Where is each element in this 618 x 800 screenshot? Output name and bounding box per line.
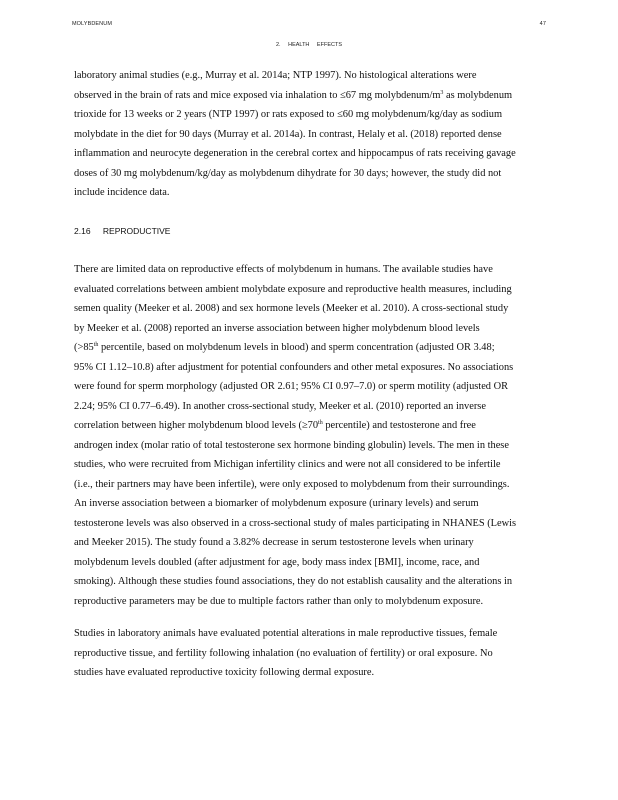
page-number: 47 bbox=[539, 21, 546, 27]
text-line: semen quality (Meeker et al. 2008) and sex hormone levels (Meeker et al. 2010). A cross-sectional study bbox=[74, 303, 509, 314]
text-line: testosterone levels was also observed in a cross-sectional study of males participating in NHANES (Lewis bbox=[74, 517, 517, 529]
text-fragment: (>85 bbox=[74, 342, 94, 353]
text-fragment: observed in the brain of rats and mice exposed via inhalation to ≤67 mg molybdenum/m bbox=[74, 89, 441, 101]
text-line: Studies in laboratory animals have evaluated potential alterations in male reproductive tissues, female bbox=[74, 628, 498, 639]
text-line bbox=[74, 416, 564, 436]
paragraph-animal-studies bbox=[74, 624, 564, 683]
text-line: smoking). Although these studies found associations, they do not establish causality and the alterations in bbox=[74, 576, 513, 587]
text-line: An inverse association between a biomarker of molybdenum exposure (urinary levels) and serum bbox=[74, 498, 479, 509]
text-line: 2.24; 95% CI 0.77–6.49). In another cross-sectional study, Meeker et al. (2010) reported an inverse bbox=[74, 400, 486, 412]
paragraph-nervous-system-continued bbox=[74, 66, 564, 203]
text-fragment: correlation between higher molybdenum blood levels (≥70 bbox=[74, 420, 319, 431]
text-line: doses of 30 mg molybdenum/kg/day as molybdenum dihydrate for 30 days; however, the study did not bbox=[74, 167, 502, 179]
section-title: REPRODUCTIVE bbox=[102, 226, 171, 236]
text-line: androgen index (molar ratio of total testosterone sex hormone binding globulin) levels. The men in these bbox=[74, 439, 509, 451]
text-fragment: percentile) and testosterone and free bbox=[322, 420, 476, 431]
text-line bbox=[74, 86, 564, 106]
text-line: evaluated correlations between ambient molybdate exposure and reproductive health measures, including bbox=[74, 283, 512, 295]
chapter-heading: 2. HEALTH EFFECTS bbox=[276, 42, 342, 48]
section-heading bbox=[74, 226, 170, 236]
running-title: MOLYBDENUM bbox=[72, 21, 113, 27]
text-line: There are limited data on reproductive effects of molybdenum in humans. The available studies have bbox=[74, 264, 493, 275]
text-line: 95% CI 1.12–10.8) after adjustment for potential confounders and other metal exposures. No associations bbox=[74, 361, 514, 373]
text-line: reproductive parameters may be due to multiple factors rather than only to molybdenum exposure. bbox=[74, 595, 484, 607]
text-fragment: as molybdenum bbox=[443, 89, 513, 101]
text-line: were found for sperm morphology (adjusted OR 2.61; 95% CI 0.97–7.0) or sperm motility (adjusted OR bbox=[74, 381, 509, 392]
section-number: 2.16 bbox=[74, 226, 91, 236]
paragraph-human-studies bbox=[74, 260, 564, 611]
text-line: laboratory animal studies (e.g., Murray et al. 2014a; NTP 1997). No histological alterations were bbox=[74, 70, 477, 81]
text-line: include incidence data. bbox=[74, 187, 170, 198]
text-line bbox=[74, 338, 564, 358]
text-line: trioxide for 13 weeks or 2 years (NTP 1997) or rats exposed to ≤60 mg molybdenum/kg/day as sodium bbox=[74, 109, 503, 120]
text-line: molybdenum levels doubled (after adjustment for age, body mass index [BMI], income, race, and bbox=[74, 556, 480, 568]
text-line: reproductive tissue, and fertility following inhalation (no evaluation of fertility) or oral exposure. No bbox=[74, 647, 493, 659]
text-line: and Meeker 2015). The study found a 3.82% decrease in serum testosterone levels when urinary bbox=[74, 537, 474, 548]
text-fragment: percentile, based on molybdenum levels in blood) and sperm concentration (adjusted OR 3.48; bbox=[98, 342, 495, 353]
text-line: studies have evaluated reproductive toxicity following dermal exposure. bbox=[74, 667, 375, 678]
superscript: th bbox=[93, 342, 99, 348]
text-line: molybdate in the diet for 90 days (Murray et al. 2014a). In contrast, Helaly et al. (2018) reported dense bbox=[74, 128, 502, 140]
text-line: inflammation and neurocyte degeneration in the cerebral cortex and hippocampus of rats receiving gavage bbox=[74, 148, 516, 159]
running-header bbox=[72, 21, 546, 27]
text-line: studies, who were recruited from Michigan infertility clinics and were not all considered to be infertile bbox=[74, 459, 501, 470]
text-line: (i.e., their partners may have been infertile), were only exposed to molybdenum from their surroundings. bbox=[74, 478, 510, 490]
text-line: by Meeker et al. (2008) reported an inverse association between higher molybdenum blood levels bbox=[74, 322, 480, 334]
superscript: 3 bbox=[440, 89, 444, 96]
superscript: th bbox=[318, 420, 323, 426]
